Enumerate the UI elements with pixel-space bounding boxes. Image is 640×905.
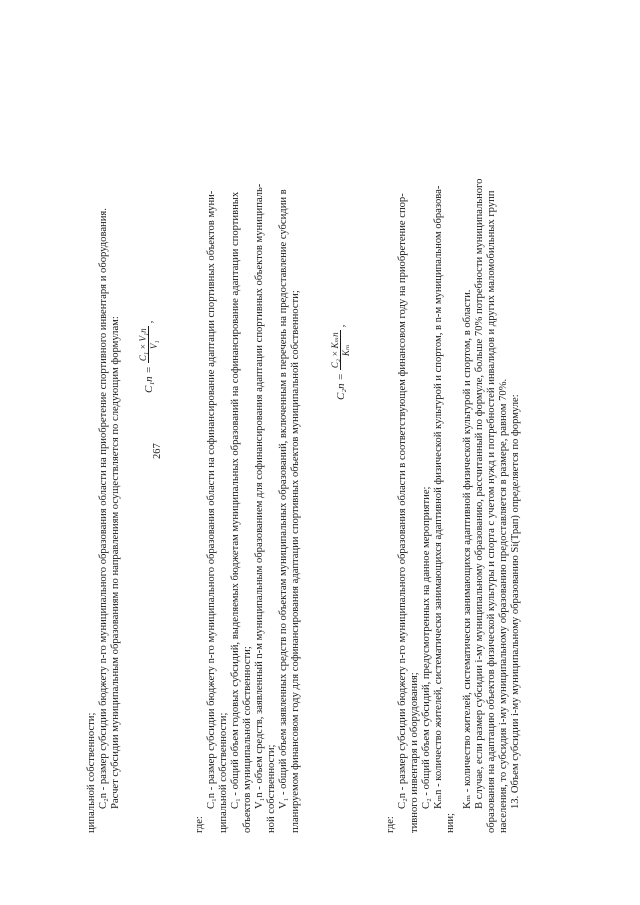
fraction-numerator: C₁ × V₁n xyxy=(138,328,148,362)
fraction-denominator: V₁ xyxy=(149,340,159,350)
fraction-denominator: Kₘ xyxy=(341,344,351,357)
text-line: населения, то субсидия i-му муниципальному образованию предоставляется в размере, равном 70%. xyxy=(498,378,509,833)
formula-tail: , xyxy=(334,324,347,328)
formula-tail: , xyxy=(142,320,155,324)
text-line: ципальной собственности; xyxy=(86,712,97,833)
formula-c2n xyxy=(330,325,351,400)
text-line: C₂ - общий объем субсидий, предусмотренных на данное мероприятие; xyxy=(421,486,432,809)
text-line: где: xyxy=(194,816,205,833)
fraction-numerator: C₂ × Kₘn xyxy=(330,332,340,369)
text-line: V₁n - объем средств, заявленный n-м муниципальным образованием для софинансирования адаптации спортивных объектов муниципаль- xyxy=(254,183,265,809)
text-line: Kₘn - количество жителей, систематически занимающихся адаптивной физической культурой и спортом, в n-м муниципальном образова- xyxy=(433,185,444,809)
text-line: тивного инвентаря и оборудования; xyxy=(409,672,420,833)
text-line: Расчет субсидии муниципальным образованиям по направлениям осуществляется по следующим формулам: xyxy=(110,316,121,809)
text-line: образования на адаптацию объектов физической культуры и спорта с учетом нужд и потребностей инвалидов и других маломобильных групп xyxy=(486,190,497,833)
text-line: C₁n - размер субсидии бюджету n-го муниципального образования области на софинансирование адаптации спортивных объектов муни- xyxy=(206,190,217,809)
fraction xyxy=(138,326,159,363)
text-line: Kₘ - количество жителей, систематически занимающихся адаптивной физической культурой и спортом, в области. xyxy=(462,289,473,809)
text-line: объектов муниципальной собственности; xyxy=(242,646,253,833)
page-number: 267 xyxy=(152,443,163,459)
fraction xyxy=(330,330,351,370)
formula-c1n xyxy=(138,321,159,393)
text-line: нии; xyxy=(445,813,456,833)
text-line: ципальной собственности; xyxy=(218,712,229,833)
text-line: C₂n - размер субсидии бюджету n-го муниципального образования области в соответствующем финансовом году на приобретение спор- xyxy=(397,193,408,809)
formula-lhs: C₂n = xyxy=(334,373,347,400)
text-line: планируемом финансовом году для софинансирования адаптации спортивных объектов муниципальной собственности; xyxy=(290,290,301,833)
text-line: где: xyxy=(385,816,396,833)
text-line: V₁ - общий объем заявленных средств по объектам муниципальных образований, включенным в перечень на предоставление субсидии в xyxy=(278,189,289,809)
formula-lhs: C₁n = xyxy=(142,366,155,393)
text-line: В случае, если размер субсидии i-му муниципальному образованию, рассчитанный по формуле, больше 70% потребности муниципального xyxy=(474,178,485,809)
text-line: ной собственности; xyxy=(266,744,277,833)
text-line: 13. Объем субсидии i-му муниципальному образованию Si(Трап) определяется по формуле: xyxy=(510,394,521,809)
text-line: C₁ - общий объем годовых субсидий, выделяемых бюджетам муниципальных образований на софинансирование адаптации спортивных xyxy=(230,191,241,809)
text-line: C₂n - размер субсидии бюджету n-го муниципального образования области на приобретение спортивного инвентаря и оборудования. xyxy=(98,208,109,809)
